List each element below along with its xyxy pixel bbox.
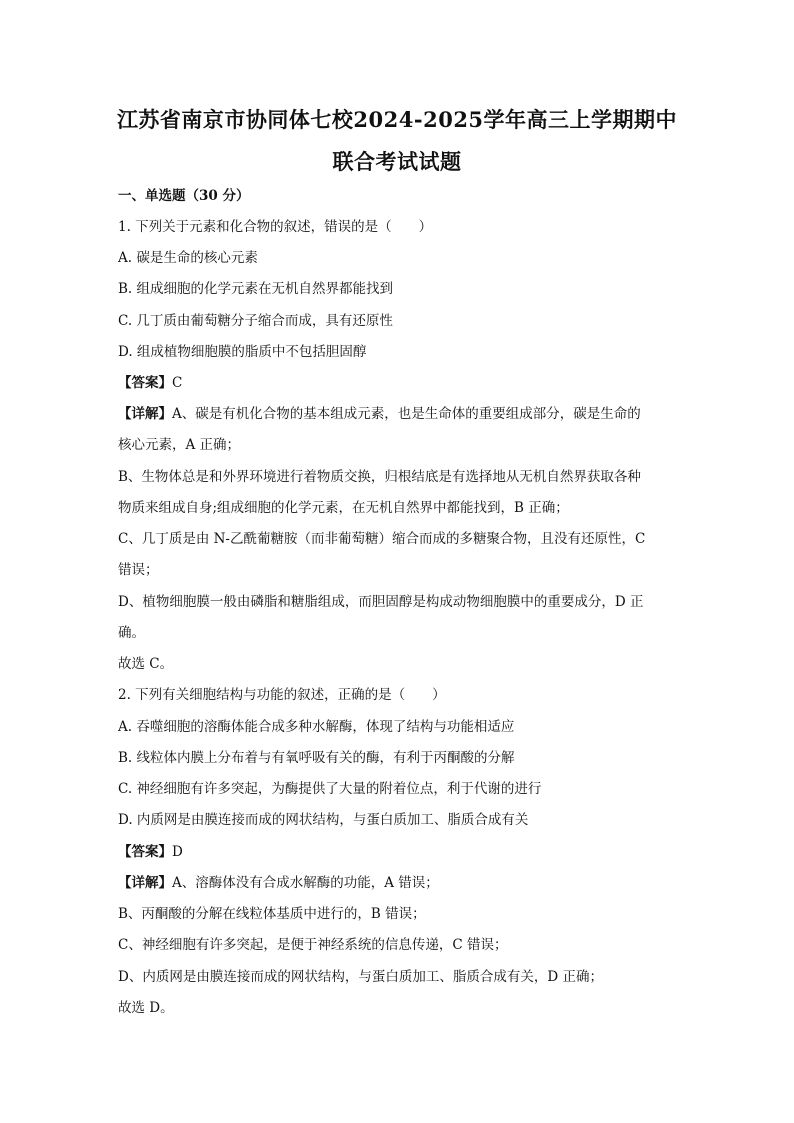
question-1-explain-line: D、植物细胞膜一般由磷脂和糖脂组成，而胆固醇是构成动物细胞膜中的重要成分，D 正: [118, 594, 644, 610]
question-2-answer: [118, 842, 678, 862]
question-1-stem: 1. 下列关于元素和化合物的叙述，错误的是（ ）: [118, 219, 433, 235]
answer-label: 【答案】: [118, 375, 172, 391]
question-1-explain-line: 物质来组成自身;组成细胞的化学元素，在无机自然界中都能找到，B 正确；: [118, 500, 569, 516]
explain-text: A、碳是有机化合物的基本组成元素，也是生命体的重要组成部分，碳是生命的: [172, 406, 641, 422]
question-2-option-d: D. 内质网是由膜连接而成的网状结构，与蛋白质加工、脂质合成有关: [118, 812, 529, 828]
question-1-explain-line: 错误；: [118, 562, 159, 578]
question-1-explain-line: 确。: [118, 625, 145, 641]
question-2-stem: 2. 下列有关细胞结构与功能的叙述，正确的是（ ）: [118, 687, 446, 703]
question-2-option-c: C. 神经细胞有许多突起，为酶提供了大量的附着位点，利于代谢的进行: [118, 781, 542, 797]
question-1-option-b: B. 组成细胞的化学元素在无机自然界都能找到: [118, 281, 394, 297]
title-line-1: 江苏省南京市协同体七校2024-2025学年高三上学期期中: [116, 107, 678, 132]
section-heading: 一、单选题（30 分）: [118, 188, 250, 204]
question-2-explain-line: B、丙酮酸的分解在线粒体基质中进行的，B 错误；: [118, 906, 426, 922]
question-2-explain-line: 故选 D。: [118, 1000, 174, 1016]
question-1-explain-line: B、生物体总是和外界环境进行着物质交换，归根结底是有选择地从无机自然界获取各种: [118, 469, 641, 485]
question-2-explain-line: C、神经细胞有许多突起，是便于神经系统的信息传递，C 错误；: [118, 937, 508, 953]
answer-value: D: [172, 844, 183, 860]
explain-text: A、溶酶体没有合成水解酶的功能，A 错误；: [172, 875, 439, 891]
question-1-option-c: C. 几丁质由葡萄糖分子缩合而成，具有还原性: [118, 313, 393, 329]
question-2-explain-line: D、内质网是由膜连接而成的网状结构，与蛋白质加工、脂质合成有关，D 正确；: [118, 969, 603, 985]
question-1-explain-line: 故选 C。: [118, 656, 174, 672]
question-2-explain-line: [118, 873, 678, 893]
question-1-explain-line: [118, 404, 678, 424]
answer-label: 【答案】: [118, 844, 172, 860]
question-2-option-b: B. 线粒体内膜上分布着与有氧呼吸有关的酶，有利于丙酮酸的分解: [118, 750, 515, 766]
question-1-explain-line: 核心元素，A 正确；: [118, 437, 241, 453]
title-line-2: 联合考试试题: [332, 149, 462, 174]
question-1-option-d: D. 组成植物细胞膜的脂质中不包括胆固醇: [118, 344, 367, 360]
question-1-answer: [118, 373, 678, 393]
question-2-option-a: A. 吞噬细胞的溶酶体能合成多种水解酶，体现了结构与功能相适应: [118, 719, 515, 735]
question-1-option-a: A. 碳是生命的核心元素: [118, 250, 258, 266]
question-1-explain-line: C、几丁质是由 N-乙酰葡糖胺（而非葡萄糖）缩合而成的多糖聚合物，且没有还原性，C: [118, 531, 646, 547]
explain-label: 【详解】: [118, 875, 172, 891]
answer-value: C: [172, 375, 183, 391]
explain-label: 【详解】: [118, 406, 172, 422]
